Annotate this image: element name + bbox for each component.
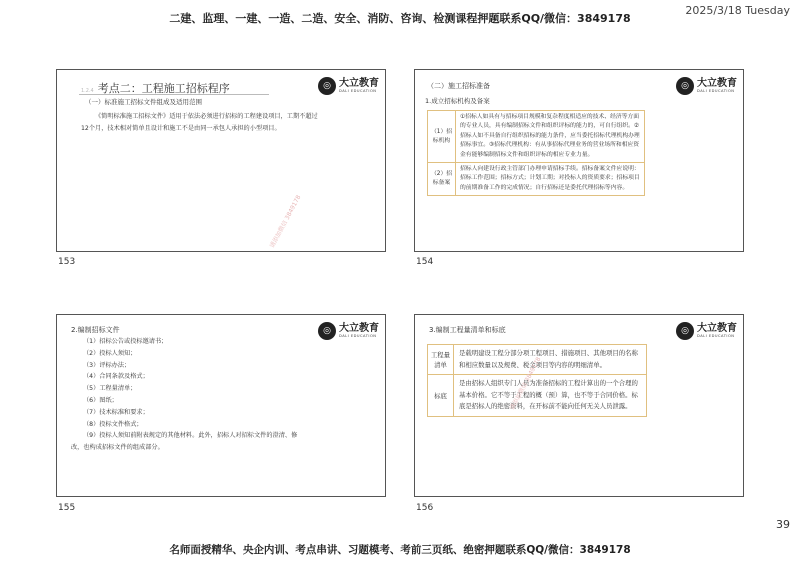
row-content: 是由招标人组织专门人员为准备招标的工程计算出的一个合理的基本价格。它不等于工程的概（预）算，也不等于合同价格。标底是招标人的绝密资料，在开标前不能向任何无关人员泄露。	[454, 375, 647, 417]
logo-cn-text: 大立教育	[339, 77, 379, 89]
slide-title: 3.编制工程量清单和标底	[429, 326, 506, 334]
logo-emblem-icon: ◎	[318, 322, 336, 340]
slide-153	[56, 69, 386, 252]
table-row	[428, 375, 647, 417]
logo-cn-text: 大立教育	[697, 77, 737, 89]
logo-emblem-icon: ◎	[318, 77, 336, 95]
slide-number: 156	[416, 503, 434, 513]
title-underline	[79, 94, 269, 95]
logo-en-text: DALI EDUCATION	[339, 88, 377, 93]
slide-subtitle: 1.成立招标机构及备案	[425, 97, 490, 105]
logo-emblem-icon: ◎	[676, 77, 694, 95]
logo-cn-text: 大立教育	[697, 322, 737, 334]
slide-title-text: 考点二：工程施工招标程序	[97, 82, 230, 95]
slide-number: 155	[58, 503, 76, 513]
row-header: （2）招标备案	[428, 163, 456, 196]
list-item: （1）招标公告或投标邀请书；	[83, 338, 168, 345]
list-item: （2）投标人须知；	[83, 349, 137, 357]
logo-cn-text: 大立教育	[339, 322, 379, 334]
logo-en-text: DALI EDUCATION	[697, 333, 735, 338]
recruitment-table	[427, 110, 645, 196]
list-item: （3）评标办法；	[83, 361, 131, 369]
slide-number: 153	[58, 257, 76, 267]
list-item: （6）图纸；	[83, 396, 118, 404]
watermark-text: 请添加微信 3849178	[508, 356, 543, 412]
section-tag: 1.2.4	[81, 88, 94, 94]
slide-156	[414, 314, 744, 497]
date-label: 2025/3/18 Tuesday	[685, 4, 790, 17]
bill-of-quantities-table	[427, 344, 647, 417]
brand-logo	[676, 320, 737, 342]
logo-en-text: DALI EDUCATION	[697, 88, 735, 93]
row-header: 标底	[428, 375, 454, 417]
brand-logo	[318, 75, 379, 97]
logo-emblem-icon: ◎	[676, 322, 694, 340]
slide-155	[56, 314, 386, 497]
slide-subtitle: （一）标准施工招标文件组成及适用范围	[85, 98, 202, 106]
logo-en-text: DALI EDUCATION	[339, 333, 377, 338]
list-item: （8）投标文件格式；	[83, 420, 143, 428]
page-number: 39	[776, 518, 790, 531]
slide-title: 2.编制招标文件	[71, 326, 120, 334]
row-content: 是载明建设工程分部分项工程项目、措施项目、其他项目的名称和相应数量以及规费、税金项目等内容的明细清单。	[454, 345, 647, 375]
list-item: （5）工程量清单；	[83, 385, 137, 393]
brand-logo	[676, 75, 737, 97]
document-list	[71, 336, 309, 454]
slide-title: （二）施工招标准备	[427, 82, 490, 90]
row-content: 招标人向建设行政主管部门办理申请招标手续。招标备案文件应说明：招标工作范围；招标方式；计划工期；对投标人的资质要求；招标项目的前期准备工作的完成情况；自行招标还是委托代理招标等内容。	[456, 163, 645, 196]
slide-number: 154	[416, 257, 434, 267]
slide-154	[414, 69, 744, 252]
list-item: （7）技术标准和要求；	[83, 408, 149, 416]
list-closing-paragraph: （9）投标人须知前附表规定的其他材料。此外，招标人对招标文件的澄清、修改，也构成招标文件的组成部分。	[71, 432, 298, 452]
slide-body-text: 《简明标准施工招标文件》适用于依法必须进行招标的工程建设项目，工期不超过12个月，技术相对简单且设计和施工不是由同一承包人承担的小型项目。	[81, 113, 318, 132]
table-row	[428, 111, 645, 163]
list-item: （4）合同条款及格式；	[83, 373, 149, 381]
table-row	[428, 163, 645, 196]
row-header: （1）招标机构	[428, 111, 456, 163]
row-header: 工程量清单	[428, 345, 454, 375]
brand-logo	[318, 320, 379, 342]
watermark-text: 请添加微信 3849178	[268, 194, 303, 250]
page-header-banner: 二建、监理、一建、一造、二造、安全、消防、咨询、检测课程押题联系QQ/微信：3849178	[169, 12, 631, 25]
page-footer-banner: 名师面授精华、央企内训、考点串讲、习题模考、考前三页纸、绝密押题联系QQ/微信：3849178	[169, 544, 631, 556]
row-content: ①招标人如具有与招标项目规模和复杂程度相适应的技术、经济等方面的专业人员，具有编制招标文件和组织评标的能力的，可自行组织。②招标人如不具备自行组织招标的能力条件，应当委托招标代理机构办理招标事宜。③招标代理机构：有从事招标代理业务的营业场所和相应资金有能够编制招标文件和组织评标的相应专业力量。	[456, 111, 645, 163]
